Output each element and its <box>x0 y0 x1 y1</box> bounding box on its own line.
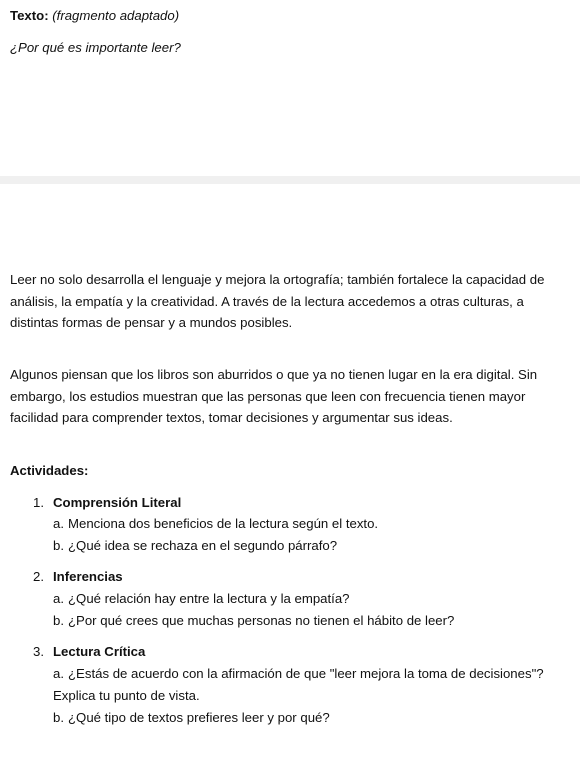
activity-item-1-question-a: a. Menciona dos beneficios de la lectura según el texto. <box>53 516 379 531</box>
activity-item-1-number: 1. <box>33 495 44 510</box>
activity-item-2-number: 2. <box>33 569 44 584</box>
paragraph-1: Leer no solo desarrolla el lenguaje y mejora la ortografía; también fortalece la capacidad de análisis, la empatía y la creatividad. A través de la lectura accedemos a otras culturas, a distintas formas de pensar y a mundos posibles. <box>10 272 545 331</box>
activity-item-2-question-a: a. ¿Qué relación hay entre la lectura y la empatía? <box>53 591 350 606</box>
section-divider <box>0 176 580 184</box>
activity-item-1-label: Comprensión Literal <box>53 495 182 510</box>
activity-item-3-title <box>33 643 145 661</box>
text-header-note: (fragmento adaptado) <box>52 8 180 23</box>
activities-title: Actividades: <box>10 463 89 478</box>
activity-item-2-label: Inferencias <box>53 569 123 584</box>
text-header-label: Texto: <box>10 8 49 23</box>
activity-item-1-title <box>33 494 181 512</box>
activity-item-2-title <box>33 568 123 586</box>
activity-item-3-number: 3. <box>33 644 44 659</box>
activity-item-2-question-b: b. ¿Por qué crees que muchas personas no tienen el hábito de leer? <box>53 613 455 628</box>
activity-item-3-label: Lectura Crítica <box>53 644 146 659</box>
reading-question: ¿Por qué es importante leer? <box>10 40 181 55</box>
activity-item-3-question-b: b. ¿Qué tipo de textos prefieres leer y por qué? <box>53 710 330 725</box>
activity-item-1-question-b: b. ¿Qué idea se rechaza en el segundo párrafo? <box>53 538 338 553</box>
paragraph-2: Algunos piensan que los libros son aburridos o que ya no tienen lugar en la era digital. Sin embargo, los estudios muestran que las personas que leen con frecuencia tienen mayor facilidad para comprender textos, tomar decisiones y argumentar sus ideas. <box>10 367 538 426</box>
activity-item-3-question-a: a. ¿Estás de acuerdo con la afirmación de que "leer mejora la toma de decisiones"? Explica tu punto de vista. <box>53 666 544 703</box>
text-header <box>10 7 179 25</box>
